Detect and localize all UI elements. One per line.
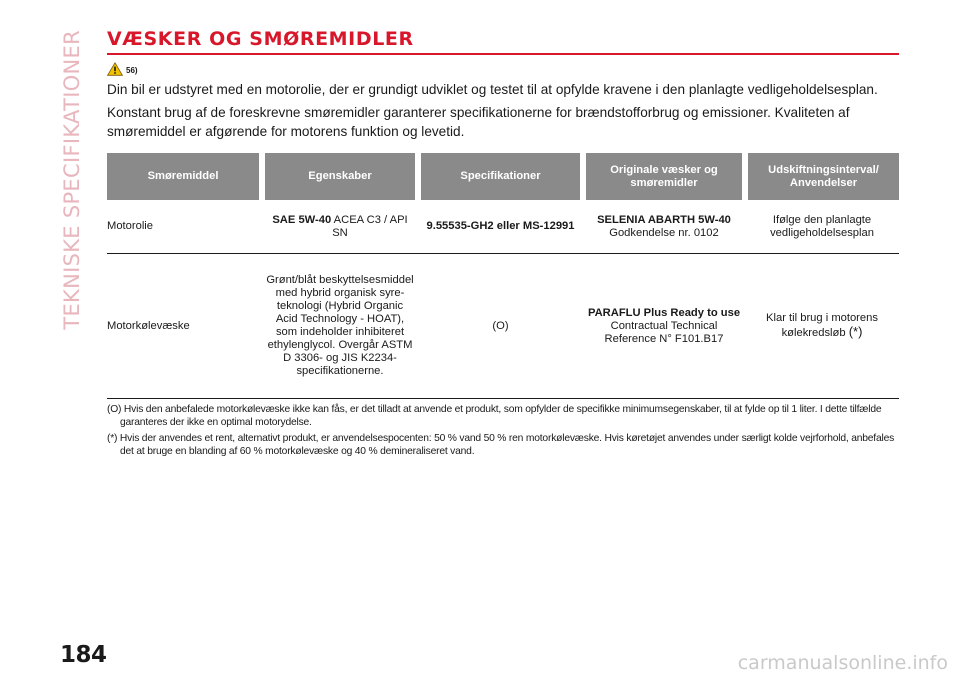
footnote-asterisk: (*) Hvis der anvendes et rent, alternativt produkt, er anvendelsespocenten: 50 % vand 50 % ren motorkølevæske. Hvis køretøjet anvendes under særligt kolde vejrforhold, anbefales det at bruge en blanding af 60 % motorkølevæske og 40 % demineraliseret vand. xyxy=(107,433,895,457)
product-name: PARAFLU Plus Ready to use xyxy=(587,306,741,319)
lubricants-table xyxy=(107,153,899,399)
properties-text: ACEA C3 / API SN xyxy=(331,213,408,239)
product-name: SELENIA ABARTH 5W-40 xyxy=(597,213,731,226)
warning-ref-number: 56) xyxy=(126,65,138,75)
section-title: VÆSKER OG SMØREMIDLER xyxy=(107,28,414,50)
header-interval: Udskiftningsinterval/ Anvendelser xyxy=(745,153,899,200)
warning-reference xyxy=(107,61,899,77)
interval-text: Klar til brug i motorens kølekredsløb xyxy=(766,312,878,339)
watermark: carmanualsonline.info xyxy=(737,652,948,674)
header-original-fluids: Originale væsker og smøremidler xyxy=(583,153,745,200)
warning-triangle-icon xyxy=(107,62,123,76)
header-lubricant: Smøremiddel xyxy=(107,153,262,200)
interval-note-mark: (*) xyxy=(848,324,863,339)
header-properties: Egenskaber xyxy=(262,153,418,200)
page-number: 184 xyxy=(60,642,107,668)
intro-paragraph: Din bil er udstyret med en motorolie, der er grundigt udviklet og testet til at opfylde kravene i den planlagte vedligeholdelsesplan. xyxy=(107,82,878,97)
cell-interval: Ifølge den planlagte vedligeholdelsesplan xyxy=(745,200,899,254)
cell-interval xyxy=(745,254,899,399)
cell-lubricant: Motorolie xyxy=(107,200,262,254)
quality-paragraph: Konstant brug af de foreskrevne smøremidler garanterer specifikationerne for brændstofforbrug og emissioner. Kvaliteten af smøremiddel er afgørende for motorens funktion og levetid. xyxy=(107,105,850,139)
page-content xyxy=(107,28,899,458)
title-divider xyxy=(107,53,899,55)
table-row xyxy=(107,200,899,254)
side-chapter-title: TEKNISKE SPECIFIKATIONER xyxy=(60,30,84,330)
cell-lubricant: Motorkølevæske xyxy=(107,254,262,399)
cell-original-fluids xyxy=(583,200,745,254)
cell-properties: Grønt/blåt beskyttelsesmiddel med hybrid organisk syre-teknologi (Hybrid Organic Acid Technology - HOAT), som indeholder inhibiteret ethylenglycol. Overgår ASTM D 3306- og JIS K2234- specifikationerne. xyxy=(262,254,418,399)
cell-specifications: 9.55535-GH2 eller MS-12991 xyxy=(418,200,583,254)
table-header-row xyxy=(107,153,899,200)
approval-text: Godkendelse nr. 0102 xyxy=(609,226,719,239)
header-specifications: Specifikationer xyxy=(418,153,583,200)
cell-original-fluids xyxy=(583,254,745,399)
table-row xyxy=(107,254,899,399)
cell-properties xyxy=(262,200,418,254)
cell-specifications: (O) xyxy=(418,254,583,399)
viscosity-grade: SAE 5W-40 xyxy=(272,213,332,226)
footnote-o: (O) Hvis den anbefalede motorkølevæske ikke kan fås, er det tilladt at anvende et produkt, som opfylder de specifikke minimumsegenskaber, til at fylde op til 1 liter. I dette tilfælde garanteres der ikke en optimal motorydelse. xyxy=(107,404,882,428)
reference-text: Contractual Technical Reference N° F101.B17 xyxy=(604,319,724,345)
